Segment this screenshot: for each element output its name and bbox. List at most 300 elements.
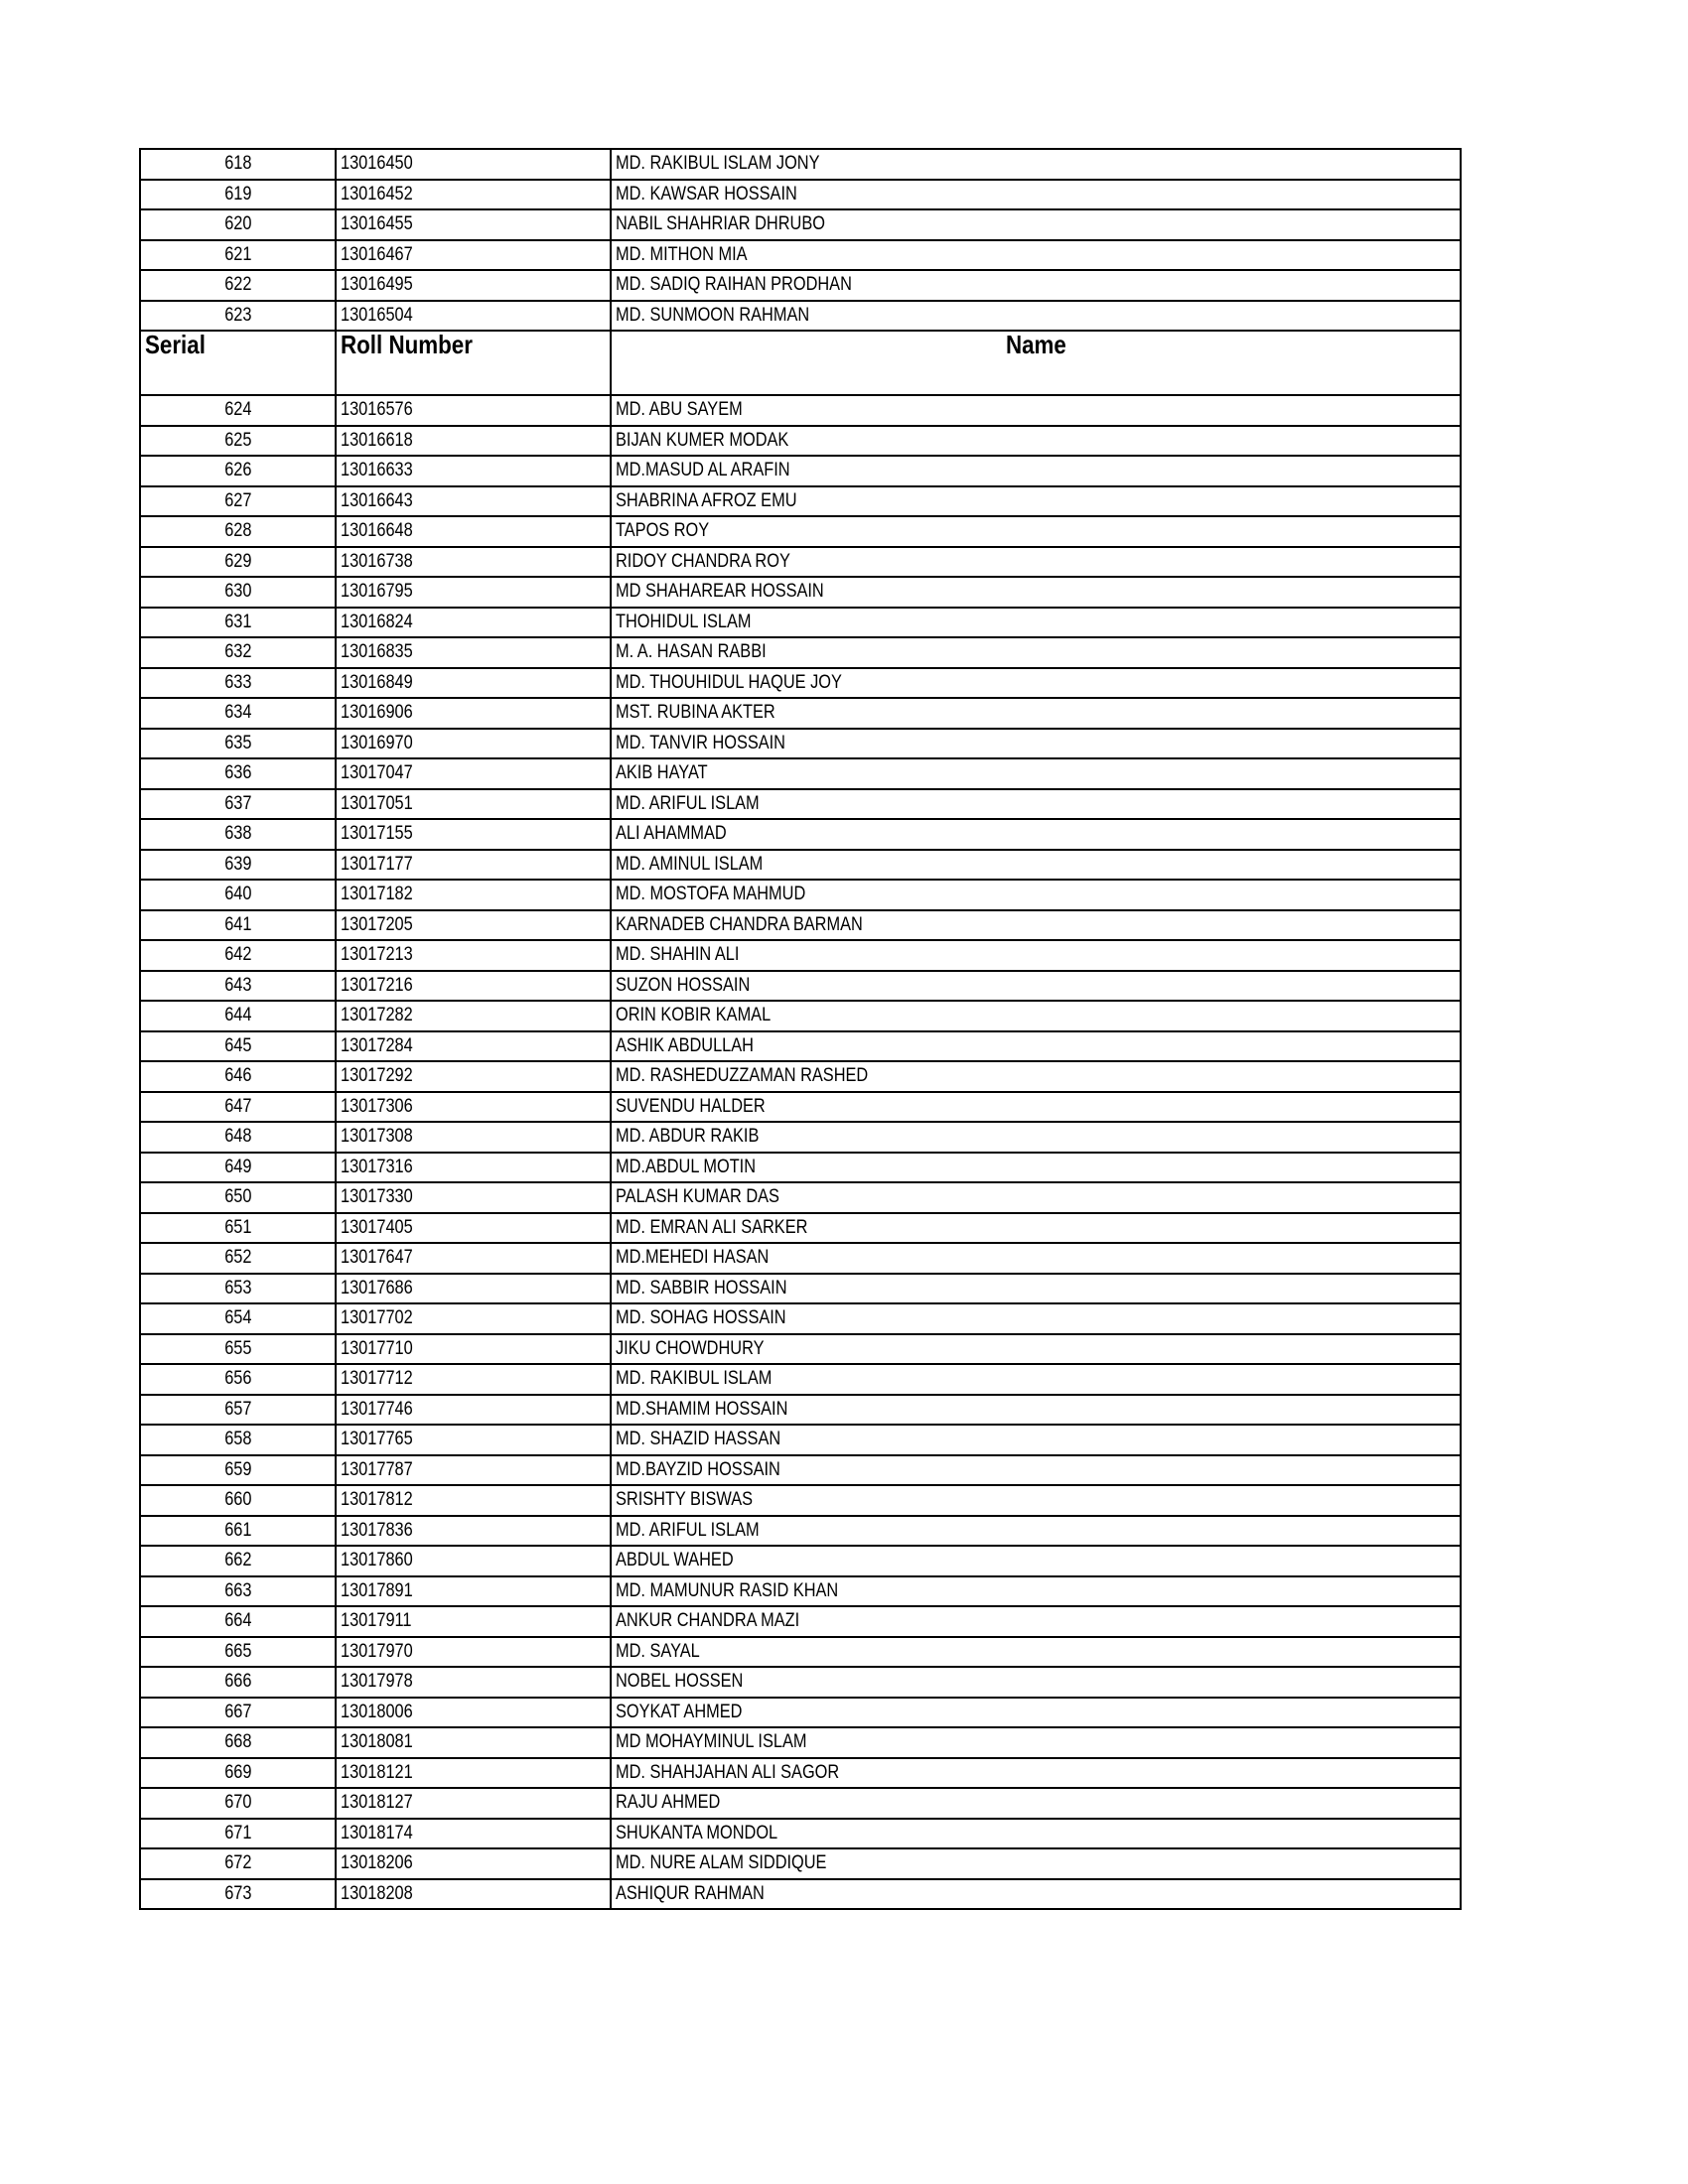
roll-number-cell xyxy=(336,395,611,426)
name-cell-text: ANKUR CHANDRA MAZI xyxy=(616,1610,800,1632)
serial-cell-text: 643 xyxy=(223,974,252,996)
name-cell xyxy=(611,486,1461,517)
serial-cell xyxy=(140,1637,336,1668)
name-cell xyxy=(611,608,1461,638)
serial-cell xyxy=(140,1122,336,1153)
name-cell xyxy=(611,1727,1461,1758)
serial-cell xyxy=(140,1485,336,1516)
serial-cell xyxy=(140,486,336,517)
roll-number-cell-text: 13017155 xyxy=(341,823,413,845)
serial-cell xyxy=(140,1092,336,1123)
roll-number-cell xyxy=(336,1727,611,1758)
roll-number-cell xyxy=(336,149,611,180)
name-cell-text: MD. TANVIR HOSSAIN xyxy=(616,732,785,753)
serial-cell-text: 657 xyxy=(223,1398,252,1420)
serial-cell xyxy=(140,516,336,547)
roll-number-cell-text: 13017812 xyxy=(341,1489,413,1511)
name-cell xyxy=(611,1031,1461,1062)
table-row xyxy=(140,819,1461,850)
table-row xyxy=(140,426,1461,457)
name-cell xyxy=(611,668,1461,699)
roll-number-cell-text: 13017710 xyxy=(341,1337,413,1359)
roll-number-cell-text: 13016618 xyxy=(341,429,413,451)
name-cell xyxy=(611,1364,1461,1395)
table-row xyxy=(140,1576,1461,1607)
roll-number-cell xyxy=(336,880,611,910)
roll-number-cell-text: 13018208 xyxy=(341,1882,413,1904)
table-row xyxy=(140,1092,1461,1123)
name-cell xyxy=(611,1698,1461,1728)
serial-cell-text: 649 xyxy=(223,1156,252,1177)
table-row xyxy=(140,1667,1461,1698)
name-cell xyxy=(611,880,1461,910)
roll-number-cell-text: 13017891 xyxy=(341,1579,413,1601)
table-row xyxy=(140,577,1461,608)
name-cell-text: NOBEL HOSSEN xyxy=(616,1671,744,1693)
serial-cell-text: 631 xyxy=(223,611,252,632)
name-cell-text: MD. ARIFUL ISLAM xyxy=(616,792,760,814)
serial-cell-text: 663 xyxy=(223,1579,252,1601)
serial-cell-text: 669 xyxy=(223,1761,252,1783)
name-cell xyxy=(611,1576,1461,1607)
table-row xyxy=(140,1213,1461,1244)
table-row xyxy=(140,940,1461,971)
rows-before-header xyxy=(140,149,1461,331)
roll-number-cell-text: 13018206 xyxy=(341,1852,413,1874)
serial-cell-text: 618 xyxy=(223,153,252,175)
roll-number-cell xyxy=(336,1364,611,1395)
header-row xyxy=(140,331,1461,395)
name-cell xyxy=(611,1061,1461,1092)
name-cell-text: MD. MOSTOFA MAHMUD xyxy=(616,884,806,905)
table-row xyxy=(140,240,1461,271)
serial-cell-text: 637 xyxy=(223,792,252,814)
name-cell-text: MD.MEHEDI HASAN xyxy=(616,1247,770,1269)
name-cell-text: MD. EMRAN ALI SARKER xyxy=(616,1216,808,1238)
name-cell-text: MD.MASUD AL ARAFIN xyxy=(616,460,790,481)
table-row xyxy=(140,1334,1461,1365)
name-cell-text: SUVENDU HALDER xyxy=(616,1095,766,1117)
header-roll-label: Roll Number xyxy=(341,331,473,359)
roll-number-cell-text: 13017746 xyxy=(341,1398,413,1420)
table-row xyxy=(140,1546,1461,1576)
table-row xyxy=(140,758,1461,789)
serial-cell-text: 661 xyxy=(223,1519,252,1541)
roll-number-cell xyxy=(336,758,611,789)
serial-cell-text: 624 xyxy=(223,399,252,421)
name-cell xyxy=(611,910,1461,941)
name-cell-text: MD.ABDUL MOTIN xyxy=(616,1156,757,1177)
roll-number-cell-text: 13017712 xyxy=(341,1368,413,1390)
serial-cell-text: 620 xyxy=(223,213,252,235)
name-cell xyxy=(611,1758,1461,1789)
serial-cell xyxy=(140,910,336,941)
roll-number-cell-text: 13016970 xyxy=(341,732,413,753)
roll-number-cell xyxy=(336,547,611,578)
roll-number-cell-text: 13017177 xyxy=(341,853,413,875)
name-cell-text: MD. SHAHJAHAN ALI SAGOR xyxy=(616,1761,840,1783)
table-row xyxy=(140,1455,1461,1486)
serial-cell-text: 647 xyxy=(223,1095,252,1117)
name-cell xyxy=(611,240,1461,271)
table-header xyxy=(140,331,1461,395)
table-row xyxy=(140,1516,1461,1547)
roll-number-cell xyxy=(336,240,611,271)
name-cell xyxy=(611,1455,1461,1486)
name-cell xyxy=(611,426,1461,457)
name-cell-text: RIDOY CHANDRA ROY xyxy=(616,550,790,572)
table-row xyxy=(140,1182,1461,1213)
roll-number-cell xyxy=(336,1667,611,1698)
table-row xyxy=(140,456,1461,486)
table-row xyxy=(140,1758,1461,1789)
roll-number-cell xyxy=(336,516,611,547)
name-cell-text: PALASH KUMAR DAS xyxy=(616,1186,779,1208)
roll-number-cell xyxy=(336,577,611,608)
serial-cell xyxy=(140,668,336,699)
name-cell-text: MD.BAYZID HOSSAIN xyxy=(616,1458,780,1480)
name-cell xyxy=(611,270,1461,301)
name-cell-text: M. A. HASAN RABBI xyxy=(616,641,767,663)
serial-cell-text: 662 xyxy=(223,1550,252,1571)
name-cell xyxy=(611,729,1461,759)
name-cell-text: SHABRINA AFROZ EMU xyxy=(616,489,797,511)
serial-cell xyxy=(140,1576,336,1607)
serial-cell-text: 665 xyxy=(223,1640,252,1662)
roll-number-cell-text: 13017405 xyxy=(341,1216,413,1238)
roll-number-cell xyxy=(336,1213,611,1244)
name-cell-text: ORIN KOBIR KAMAL xyxy=(616,1005,772,1026)
serial-cell xyxy=(140,1727,336,1758)
name-cell-text: SOYKAT AHMED xyxy=(616,1701,743,1722)
table-row xyxy=(140,1364,1461,1395)
serial-cell-text: 625 xyxy=(223,429,252,451)
serial-cell xyxy=(140,758,336,789)
name-cell xyxy=(611,1303,1461,1334)
roll-number-cell-text: 13017205 xyxy=(341,913,413,935)
serial-cell-text: 670 xyxy=(223,1792,252,1814)
roll-number-cell xyxy=(336,608,611,638)
serial-cell xyxy=(140,1031,336,1062)
roll-number-cell xyxy=(336,1425,611,1455)
table-row xyxy=(140,971,1461,1002)
serial-cell-text: 673 xyxy=(223,1882,252,1904)
serial-cell-text: 655 xyxy=(223,1337,252,1359)
table-row xyxy=(140,270,1461,301)
header-name xyxy=(611,331,1461,395)
name-cell-text: NABIL SHAHRIAR DHRUBO xyxy=(616,213,825,235)
serial-cell xyxy=(140,1879,336,1910)
roll-number-cell xyxy=(336,910,611,941)
name-cell-text: MD. SAYAL xyxy=(616,1640,700,1662)
name-cell xyxy=(611,850,1461,881)
serial-cell xyxy=(140,1848,336,1879)
name-cell xyxy=(611,456,1461,486)
serial-cell xyxy=(140,1274,336,1304)
serial-cell xyxy=(140,1516,336,1547)
name-cell xyxy=(611,516,1461,547)
name-cell-text: MD. RAKIBUL ISLAM xyxy=(616,1368,773,1390)
roll-number-cell-text: 13016576 xyxy=(341,399,413,421)
roll-number-cell xyxy=(336,180,611,210)
name-cell xyxy=(611,1182,1461,1213)
serial-cell xyxy=(140,1395,336,1426)
serial-cell xyxy=(140,395,336,426)
serial-cell xyxy=(140,819,336,850)
name-cell-text: MD. MAMUNUR RASID KHAN xyxy=(616,1579,839,1601)
serial-cell-text: 658 xyxy=(223,1429,252,1450)
table-row xyxy=(140,180,1461,210)
name-cell-text: MD. SABBIR HOSSAIN xyxy=(616,1277,787,1298)
serial-cell-text: 668 xyxy=(223,1731,252,1753)
name-cell xyxy=(611,789,1461,820)
roll-number-cell xyxy=(336,1758,611,1789)
serial-cell-text: 619 xyxy=(223,183,252,205)
name-cell xyxy=(611,180,1461,210)
roll-number-cell-text: 13017316 xyxy=(341,1156,413,1177)
name-cell-text: MD. ARIFUL ISLAM xyxy=(616,1519,760,1541)
roll-number-cell-text: 13016504 xyxy=(341,304,413,326)
name-cell xyxy=(611,1606,1461,1637)
serial-cell xyxy=(140,1303,336,1334)
table-row xyxy=(140,1153,1461,1183)
roll-number-cell-text: 13016738 xyxy=(341,550,413,572)
roll-number-cell-text: 13017216 xyxy=(341,974,413,996)
name-cell xyxy=(611,1274,1461,1304)
serial-cell-text: 623 xyxy=(223,304,252,326)
serial-cell xyxy=(140,1364,336,1395)
table-row xyxy=(140,301,1461,332)
table-row xyxy=(140,850,1461,881)
name-cell-text: ASHIQUR RAHMAN xyxy=(616,1882,765,1904)
serial-cell xyxy=(140,149,336,180)
table-row xyxy=(140,1727,1461,1758)
table-row xyxy=(140,1848,1461,1879)
name-cell-text: SRISHTY BISWAS xyxy=(616,1489,754,1511)
serial-cell xyxy=(140,940,336,971)
name-cell-text: SUZON HOSSAIN xyxy=(616,974,751,996)
name-cell xyxy=(611,1637,1461,1668)
serial-cell xyxy=(140,971,336,1002)
serial-cell xyxy=(140,1213,336,1244)
roll-number-cell-text: 13017292 xyxy=(341,1065,413,1087)
serial-cell-text: 664 xyxy=(223,1610,252,1632)
roll-number-cell xyxy=(336,637,611,668)
roll-number-cell xyxy=(336,209,611,240)
table-row xyxy=(140,395,1461,426)
table-row xyxy=(140,1879,1461,1910)
serial-cell-text: 648 xyxy=(223,1126,252,1148)
name-cell-text: MST. RUBINA AKTER xyxy=(616,702,775,724)
name-cell-text: MD. MITHON MIA xyxy=(616,243,748,265)
roll-number-cell-text: 13017647 xyxy=(341,1247,413,1269)
serial-cell-text: 671 xyxy=(223,1822,252,1843)
roll-number-cell xyxy=(336,1455,611,1486)
serial-cell-text: 634 xyxy=(223,702,252,724)
roll-number-cell-text: 13017308 xyxy=(341,1126,413,1148)
roll-number-cell-text: 13017765 xyxy=(341,1429,413,1450)
roll-number-cell-text: 13017282 xyxy=(341,1005,413,1026)
roll-number-cell-text: 13016495 xyxy=(341,274,413,296)
serial-cell-text: 633 xyxy=(223,671,252,693)
name-cell xyxy=(611,1395,1461,1426)
roll-number-cell xyxy=(336,1788,611,1819)
roll-number-cell-text: 13016824 xyxy=(341,611,413,632)
name-cell xyxy=(611,698,1461,729)
serial-cell-text: 636 xyxy=(223,762,252,784)
roll-number-cell xyxy=(336,486,611,517)
name-cell xyxy=(611,1092,1461,1123)
serial-cell-text: 632 xyxy=(223,641,252,663)
roll-number-cell xyxy=(336,270,611,301)
name-cell-text: MD. SHAHIN ALI xyxy=(616,944,740,966)
table-row xyxy=(140,668,1461,699)
serial-cell-text: 641 xyxy=(223,913,252,935)
serial-cell xyxy=(140,1606,336,1637)
roll-number-cell-text: 13017978 xyxy=(341,1671,413,1693)
serial-cell xyxy=(140,698,336,729)
table-row xyxy=(140,1698,1461,1728)
rows-after-header xyxy=(140,395,1461,1909)
name-cell xyxy=(611,301,1461,332)
serial-cell-text: 667 xyxy=(223,1701,252,1722)
serial-cell-text: 640 xyxy=(223,884,252,905)
serial-cell-text: 653 xyxy=(223,1277,252,1298)
serial-cell xyxy=(140,456,336,486)
serial-cell-text: 652 xyxy=(223,1247,252,1269)
roll-number-cell xyxy=(336,1485,611,1516)
roll-number-cell xyxy=(336,1182,611,1213)
serial-cell xyxy=(140,729,336,759)
roll-number-cell-text: 13016467 xyxy=(341,243,413,265)
name-cell-text: JIKU CHOWDHURY xyxy=(616,1337,765,1359)
name-cell xyxy=(611,547,1461,578)
serial-cell-text: 621 xyxy=(223,243,252,265)
serial-cell-text: 628 xyxy=(223,520,252,542)
roll-number-cell xyxy=(336,1637,611,1668)
name-cell xyxy=(611,1516,1461,1547)
serial-cell xyxy=(140,209,336,240)
name-cell-text: TAPOS ROY xyxy=(616,520,710,542)
roll-number-cell-text: 13016633 xyxy=(341,460,413,481)
serial-cell xyxy=(140,1758,336,1789)
roll-number-cell xyxy=(336,456,611,486)
roll-number-cell xyxy=(336,1576,611,1607)
name-cell-text: MD. ABDUR RAKIB xyxy=(616,1126,760,1148)
name-cell-text: MD. SOHAG HOSSAIN xyxy=(616,1307,786,1329)
name-cell xyxy=(611,1667,1461,1698)
name-cell xyxy=(611,819,1461,850)
serial-cell-text: 629 xyxy=(223,550,252,572)
roll-number-cell-text: 13016452 xyxy=(341,183,413,205)
name-cell-text: MD. THOUHIDUL HAQUE JOY xyxy=(616,671,842,693)
serial-cell xyxy=(140,789,336,820)
serial-cell xyxy=(140,301,336,332)
roll-number-cell-text: 13017860 xyxy=(341,1550,413,1571)
serial-cell-text: 638 xyxy=(223,823,252,845)
name-cell xyxy=(611,637,1461,668)
serial-cell-text: 666 xyxy=(223,1671,252,1693)
name-cell xyxy=(611,1334,1461,1365)
roll-number-cell-text: 13017686 xyxy=(341,1277,413,1298)
roll-number-cell xyxy=(336,971,611,1002)
table-row xyxy=(140,149,1461,180)
table-row xyxy=(140,1637,1461,1668)
roll-number-cell-text: 13016643 xyxy=(341,489,413,511)
roll-number-cell-text: 13016835 xyxy=(341,641,413,663)
serial-cell xyxy=(140,426,336,457)
roll-number-cell xyxy=(336,426,611,457)
table-row xyxy=(140,1122,1461,1153)
roll-number-cell-text: 13017213 xyxy=(341,944,413,966)
name-cell xyxy=(611,1243,1461,1274)
roll-number-cell xyxy=(336,789,611,820)
roll-number-cell xyxy=(336,1395,611,1426)
name-cell-text: MD. RAKIBUL ISLAM JONY xyxy=(616,153,820,175)
table-row xyxy=(140,1243,1461,1274)
name-cell-text: MD SHAHAREAR HOSSAIN xyxy=(616,581,824,603)
name-cell xyxy=(611,1879,1461,1910)
name-cell-text: MD.SHAMIM HOSSAIN xyxy=(616,1398,788,1420)
name-cell-text: MD. ABU SAYEM xyxy=(616,399,743,421)
name-cell xyxy=(611,940,1461,971)
table-row xyxy=(140,486,1461,517)
name-cell xyxy=(611,209,1461,240)
table-row xyxy=(140,608,1461,638)
roll-number-cell xyxy=(336,1274,611,1304)
name-cell xyxy=(611,1153,1461,1183)
serial-cell-text: 654 xyxy=(223,1307,252,1329)
header-roll-number xyxy=(336,331,611,395)
table-row xyxy=(140,1606,1461,1637)
roll-number-cell xyxy=(336,940,611,971)
serial-cell xyxy=(140,1546,336,1576)
roll-number-cell xyxy=(336,1606,611,1637)
serial-cell xyxy=(140,547,336,578)
name-cell xyxy=(611,1213,1461,1244)
name-cell-text: ALI AHAMMAD xyxy=(616,823,727,845)
name-cell-text: MD MOHAYMINUL ISLAM xyxy=(616,1731,807,1753)
roll-number-cell-text: 13017911 xyxy=(341,1610,412,1632)
name-cell xyxy=(611,1819,1461,1849)
serial-cell xyxy=(140,1001,336,1031)
roll-number-cell-text: 13016648 xyxy=(341,520,413,542)
serial-cell xyxy=(140,1182,336,1213)
name-cell xyxy=(611,577,1461,608)
roll-number-cell-text: 13017284 xyxy=(341,1034,413,1056)
header-serial-label: Serial xyxy=(145,331,206,359)
roll-number-cell xyxy=(336,1848,611,1879)
serial-cell xyxy=(140,1153,336,1183)
serial-cell xyxy=(140,1819,336,1849)
serial-cell xyxy=(140,1061,336,1092)
name-cell-text: MD. NURE ALAM SIDDIQUE xyxy=(616,1852,827,1874)
serial-cell xyxy=(140,1698,336,1728)
roll-number-cell xyxy=(336,1122,611,1153)
roll-number-cell xyxy=(336,729,611,759)
serial-cell-text: 630 xyxy=(223,581,252,603)
roll-number-cell-text: 13018127 xyxy=(341,1792,413,1814)
name-cell-text: MD. SUNMOON RAHMAN xyxy=(616,304,810,326)
serial-cell xyxy=(140,180,336,210)
serial-cell-text: 660 xyxy=(223,1489,252,1511)
serial-cell-text: 650 xyxy=(223,1186,252,1208)
serial-cell xyxy=(140,270,336,301)
roll-number-cell xyxy=(336,668,611,699)
roll-number-cell xyxy=(336,1243,611,1274)
name-cell-text: MD. AMINUL ISLAM xyxy=(616,853,764,875)
table-row xyxy=(140,910,1461,941)
